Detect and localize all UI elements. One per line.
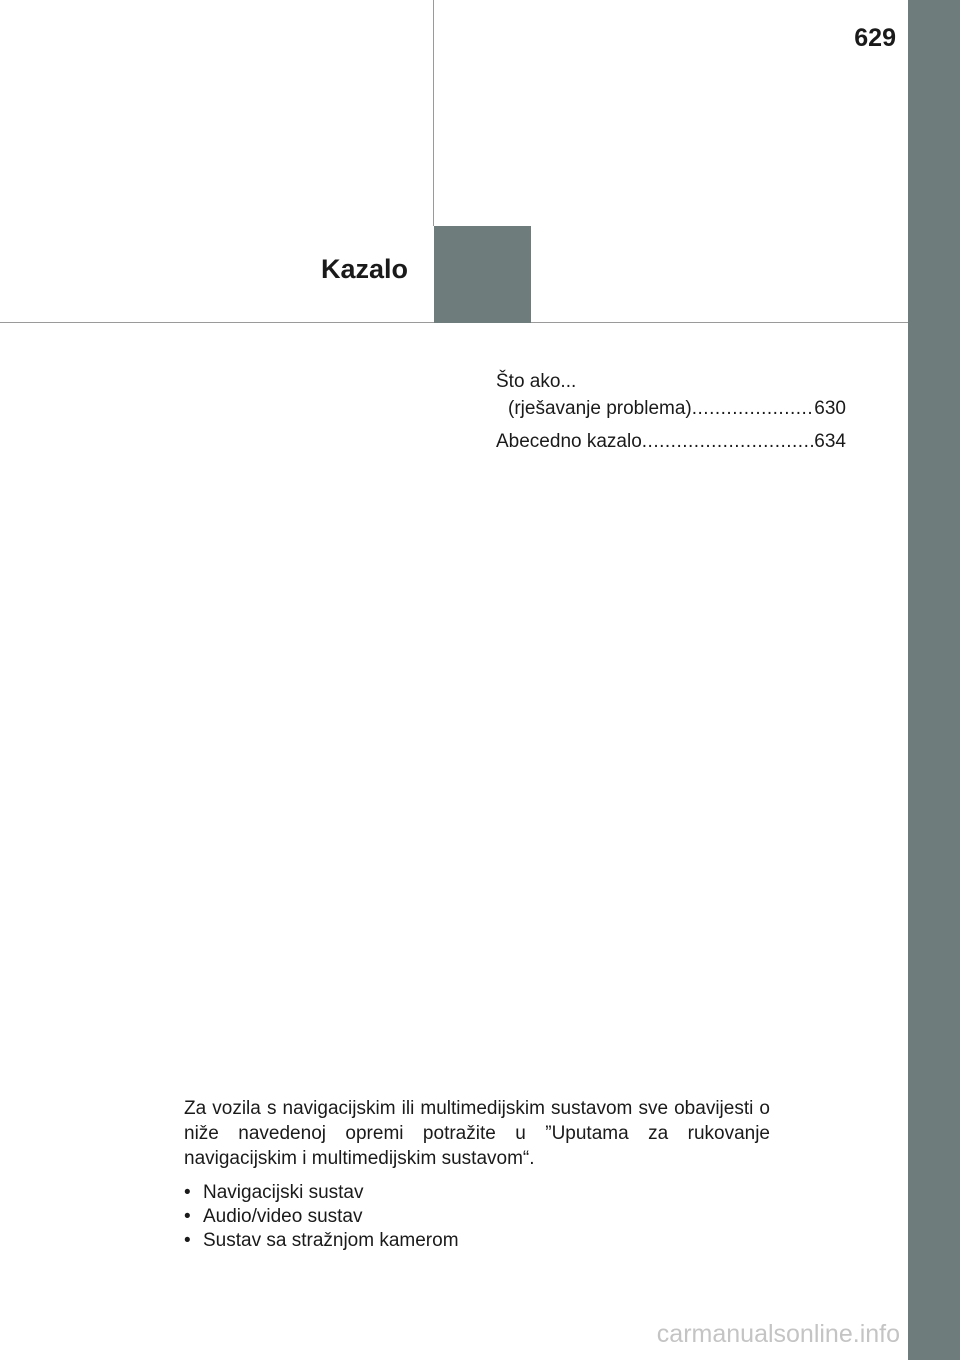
note-paragraph: Za vozila s navigacijskim ili multimedijskim sustavom sve obavijesti o niže navedenoj opremi potražite u ”Uputama za rukovanje navigacijskim i multimedijskim sustavom“. [184,1098,770,1169]
list-item [184,1229,770,1253]
bullet-icon: • [184,1230,191,1251]
bullet-icon: • [184,1206,191,1227]
section-marker-block [434,226,531,323]
toc-entry-subtitle: (rješavanje problema) [508,398,692,419]
page-number: 629 [854,24,896,52]
toc-entry-troubleshooting[interactable] [496,368,846,422]
toc-entry-title: Što ako... [496,371,577,392]
watermark: carmanualsonline.info [656,1320,900,1348]
toc-entry-line [496,395,846,422]
toc-leader-dots [692,395,814,422]
section-title: Kazalo [320,254,408,284]
toc-entry-title: Abecedno kazalo [496,431,642,452]
list-item [184,1205,770,1229]
navigation-system-note [184,1096,770,1253]
note-list [184,1181,770,1253]
bullet-icon: • [184,1182,191,1203]
toc-entry-line [496,428,846,455]
toc-leader-dots [642,428,814,455]
table-of-contents [496,368,846,461]
toc-entry-alphabetical-index[interactable] [496,428,846,455]
list-item [184,1181,770,1205]
list-item-text: Navigacijski sustav [203,1182,364,1203]
side-tab-bar [908,0,960,1360]
vertical-divider [433,0,434,226]
list-item-text: Sustav sa stražnjom kamerom [203,1230,459,1251]
toc-entry-line [496,368,846,395]
toc-entry-page: 634 [814,431,846,452]
toc-entry-page: 630 [814,398,846,419]
list-item-text: Audio/video sustav [203,1206,363,1227]
